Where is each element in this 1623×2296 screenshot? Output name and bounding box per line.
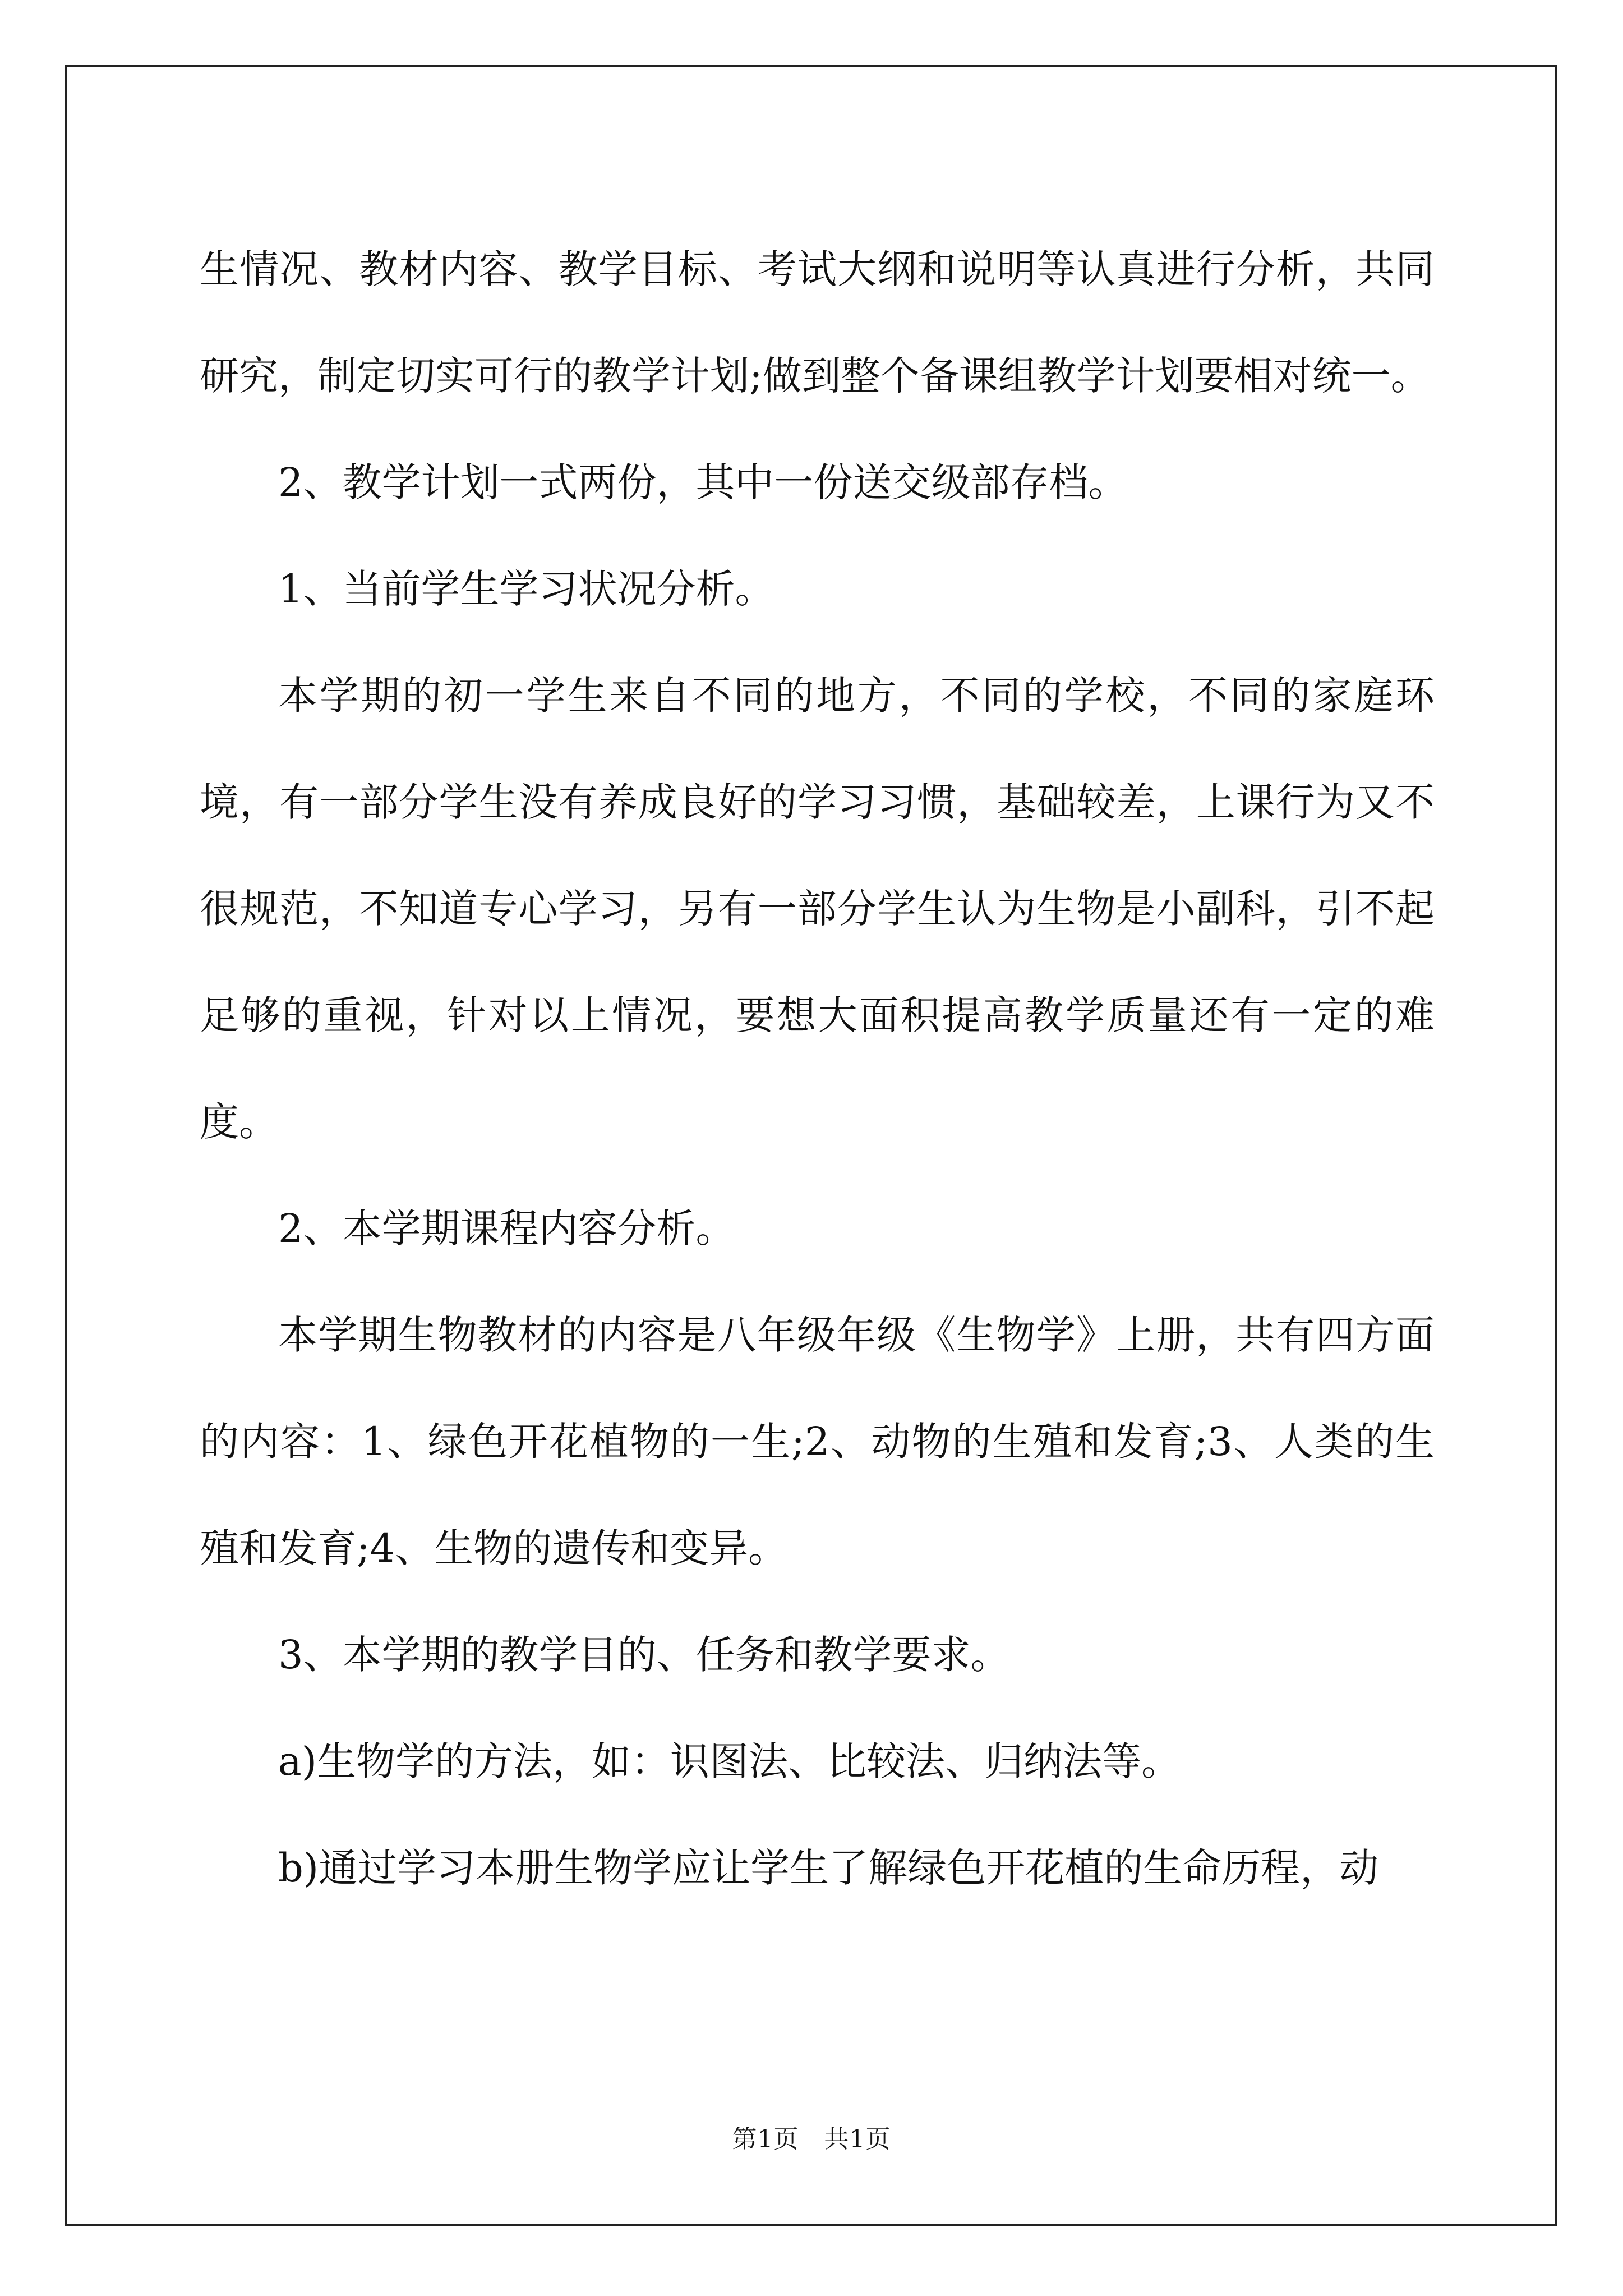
paragraph-3: 1、当前学生学习状况分析。: [278, 566, 774, 612]
paragraph-5: 2、本学期课程内容分析。: [278, 1205, 735, 1251]
paragraph-8: a)生物学的方法，如：识图法、比较法、归纳法等。: [278, 1738, 1181, 1784]
paragraph-2: 2、教学计划一式两份，其中一份送交级部存档。: [278, 459, 1128, 505]
page-footer: [0, 2123, 1623, 2156]
paragraph-6: 本学期生物教材的内容是八年级年级《生物学》上册，共有四方面的内容：1、绿色开花植物的一生;2、动物的生殖和发育;3、人类的生殖和发育;4、生物的遗传和变异。: [200, 1312, 1435, 1571]
paragraph-9: b)通过学习本册生物学应让学生了解绿色开花植的生命历程，动: [278, 1845, 1379, 1891]
page-number: 第1页: [732, 2125, 799, 2154]
page-total: 共1页: [824, 2125, 891, 2154]
paragraph-7: 3、本学期的教学目的、任务和教学要求。: [278, 1632, 1010, 1678]
paragraph-1: 生情况、教材内容、教学目标、考试大纲和说明等认真进行分析，共同研究，制定切实可行的教学计划;做到整个备课组教学计划要相对统一。: [200, 246, 1435, 399]
document-body: [200, 216, 1435, 1921]
paragraph-4: 本学期的初一学生来自不同的地方，不同的学校，不同的家庭环境，有一部分学生没有养成良好的学习习惯，基础较差，上课行为又不很规范，不知道专心学习，另有一部分学生认为生物是小副科，引不起足够的重视，针对以上情况，要想大面积提高教学质量还有一定的难度。: [200, 673, 1435, 1145]
